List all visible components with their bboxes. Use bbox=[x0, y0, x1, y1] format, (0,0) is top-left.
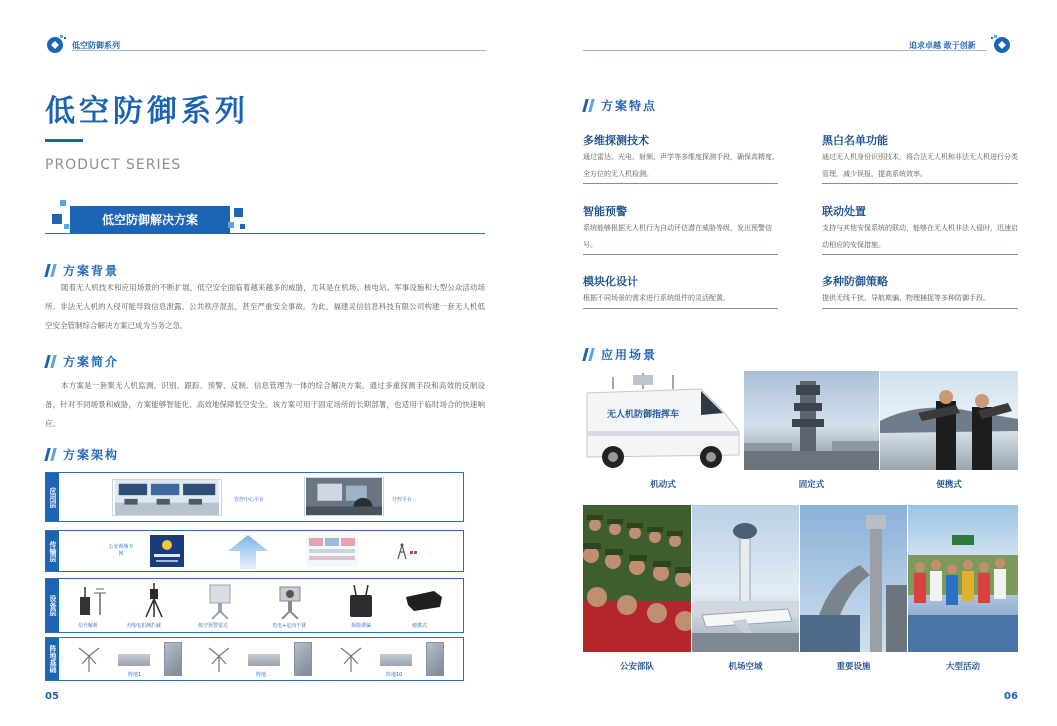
page-subtitle-en: PRODUCT SERIES bbox=[45, 157, 182, 173]
decor-square bbox=[60, 200, 66, 206]
label-optical-jammer: 光电+定向干扰 bbox=[272, 623, 307, 629]
vehicle-text: 无人机防御指挥车 bbox=[607, 410, 680, 420]
site-pad-image bbox=[118, 654, 150, 666]
feature-desc: 支持与其他安保系统的联动，能够在无人机非法入侵时，迅速启动相应的安保措施。 bbox=[822, 224, 1018, 249]
section-mark-icon bbox=[45, 355, 57, 368]
diagram-layer-devices bbox=[45, 578, 464, 633]
feature-divider bbox=[583, 308, 778, 309]
feature-desc: 系统能够根据无人机行为自动评估潜在威胁等级，发出预警信号。 bbox=[583, 224, 772, 249]
site-antenna-icon bbox=[76, 646, 102, 674]
section-heading-architecture: 方案架构 bbox=[45, 446, 119, 463]
photo-police-troops bbox=[583, 505, 691, 652]
decor-square bbox=[52, 214, 62, 224]
label-spoofing: 拆除诱骗 bbox=[351, 623, 372, 629]
diagram-layer-application bbox=[45, 472, 464, 522]
intro-text: 本方案是一套集无人机监测、识别、跟踪、预警、反制、信息管理为一体的综合解决方案。通过多重探测手段和高效的反制设备，针对不同场景和威胁，方案能够智能化、高效地保障低空安全。该方案可用于固定场所的长期部署，也适用于临时场合的快速响应。 bbox=[45, 381, 485, 428]
label-radio-intercept: 天线电扣测拦截 bbox=[126, 623, 162, 629]
signal-analyzer-image bbox=[76, 585, 110, 619]
diagram-layer-sites bbox=[45, 637, 464, 681]
feature-desc: 通过无人机身份识别技术，将合法无人机和非法无人机进行分类管理，减少误报，提高系统效率。 bbox=[822, 153, 1018, 178]
scene-caption-facility: 重要设施 bbox=[836, 662, 871, 672]
radar-image bbox=[206, 583, 234, 619]
label-police-network: 公安视频专网 bbox=[108, 544, 134, 557]
feature-desc: 提供无线干扰、导航欺骗、物理捕捉等多种防御手段。 bbox=[822, 294, 990, 302]
photo-airport bbox=[692, 505, 799, 652]
feature-divider bbox=[822, 254, 1018, 255]
layer-tag: 传输层 bbox=[46, 531, 59, 571]
feature-divider bbox=[583, 254, 778, 255]
feature-divider bbox=[583, 183, 778, 184]
portable-jammer-image bbox=[404, 589, 444, 613]
section-heading-intro: 方案简介 bbox=[45, 353, 119, 370]
label-control-center: 管控中心平台 bbox=[234, 497, 265, 503]
decor-square bbox=[228, 222, 234, 228]
feature-title: 联动处置 bbox=[822, 205, 866, 218]
feature-desc: 根据不同场景的需求进行系统组件的灵活配置。 bbox=[583, 294, 730, 302]
section-heading-features: 方案特点 bbox=[583, 97, 657, 114]
photo-portable bbox=[880, 371, 1018, 470]
label-sub-control: 分控平台 bbox=[392, 497, 413, 503]
feature-desc: 通过雷达、光电、射频、声学等多维度探测手段，确保高精度、全方位的无人机检测。 bbox=[583, 153, 779, 178]
company-logo-left bbox=[45, 33, 67, 55]
layer-tag: 阵地基础 bbox=[46, 638, 59, 680]
feature-title: 模块化设计 bbox=[583, 275, 638, 288]
site-panel-image bbox=[426, 642, 444, 676]
photo-facility bbox=[800, 505, 907, 652]
solution-banner: 低空防御解决方案 bbox=[70, 206, 230, 234]
page-number-left: 05 bbox=[45, 691, 59, 702]
diagram-layer-transport bbox=[45, 530, 464, 572]
sub-control-image bbox=[304, 477, 384, 516]
label-site-10: 阵地10 bbox=[386, 672, 403, 678]
section-mark-icon bbox=[45, 448, 57, 461]
label-site-mid: 阵地… bbox=[256, 672, 272, 678]
scene-caption-portable: 便携式 bbox=[936, 480, 962, 490]
scene-caption-airport: 机场空域 bbox=[728, 662, 763, 672]
header-slogan: 追求卓越 敢于创新 bbox=[909, 41, 976, 50]
label-signal-analysis: 信号解析 bbox=[78, 623, 99, 629]
feature-title: 智能预警 bbox=[583, 205, 627, 218]
section-mark-icon bbox=[583, 348, 595, 361]
label-site-1: 阵地1 bbox=[128, 672, 142, 678]
page-title: 低空防御系列 bbox=[45, 94, 249, 129]
feature-title: 多维探测技术 bbox=[583, 134, 649, 147]
site-panel-image bbox=[164, 642, 182, 676]
decor-square bbox=[64, 224, 69, 229]
optical-jammer-image bbox=[274, 581, 306, 619]
network-screen-image bbox=[306, 535, 358, 567]
feature-title: 黑白名单功能 bbox=[822, 134, 888, 147]
photo-large-event bbox=[908, 505, 1018, 652]
background-text: 随着无人机技术和应用场景的不断扩展，低空安全面临着越来越多的威胁，尤其是在机场、核电站、军事设施和大型公众活动场所。非法无人机的入侵可能导致信息泄露、公共秩序混乱，甚至严重安全事故。为此，福建灵信信息科技有限公司构建一套无人机低空安全管制综合解决方案已成为当务之急。 bbox=[45, 283, 485, 330]
scene-caption-mobile: 机动式 bbox=[650, 480, 676, 490]
layer-tag: 设备层 bbox=[46, 579, 59, 632]
photo-fixed-site bbox=[744, 371, 879, 470]
control-center-image bbox=[112, 479, 222, 516]
feature-title: 多种防御策略 bbox=[822, 275, 888, 288]
site-panel-image bbox=[294, 642, 312, 676]
feature-divider bbox=[822, 308, 1018, 309]
section-mark-icon bbox=[583, 99, 595, 112]
photo-vehicle bbox=[583, 371, 743, 470]
scene-caption-fixed: 固定式 bbox=[798, 480, 825, 490]
company-logo-right bbox=[990, 33, 1012, 55]
spoofing-device-image bbox=[346, 585, 376, 619]
site-pad-image bbox=[380, 654, 412, 666]
layer-tag: 应用层 bbox=[46, 473, 59, 521]
scene-caption-event: 大型活动 bbox=[945, 662, 980, 672]
feature-divider bbox=[822, 183, 1018, 184]
section-heading-scenes: 应用场景 bbox=[583, 346, 657, 363]
section-mark-icon bbox=[45, 264, 57, 277]
scene-caption-police: 公安部队 bbox=[619, 662, 654, 672]
site-antenna-icon bbox=[338, 646, 364, 674]
radio-interceptor-image bbox=[142, 581, 166, 619]
upload-arrow-icon bbox=[228, 535, 268, 569]
title-underline bbox=[45, 139, 83, 142]
label-portable: 便携式 bbox=[412, 623, 428, 629]
site-pad-image bbox=[248, 654, 280, 666]
page-number-right: 06 bbox=[1004, 691, 1018, 702]
header-rule-left bbox=[72, 50, 486, 51]
antenna-icon bbox=[390, 541, 420, 561]
label-radar: 低空预警雷达 bbox=[198, 623, 229, 629]
decor-square bbox=[234, 208, 243, 217]
header-left-title: 低空防御系列 bbox=[72, 41, 120, 50]
police-network-image bbox=[150, 535, 184, 567]
decor-square bbox=[240, 224, 245, 229]
site-antenna-icon bbox=[206, 646, 232, 674]
section-heading-background: 方案背景 bbox=[45, 262, 119, 279]
